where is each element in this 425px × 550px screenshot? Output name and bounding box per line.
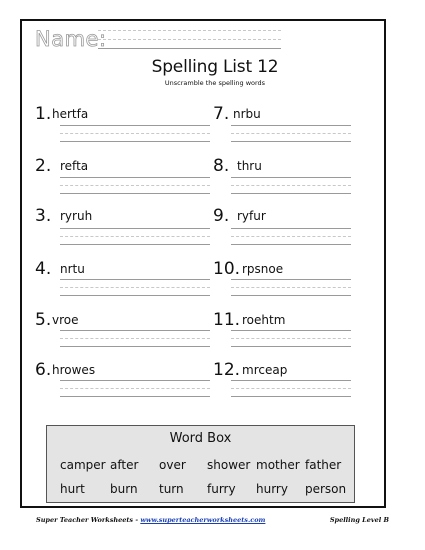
answer-line-top[interactable] [231,330,351,331]
answer-line-top[interactable] [60,125,210,126]
answer-line-middle [60,133,210,134]
spelling-item-8 [213,156,363,196]
page-subtitle: Unscramble the spelling words [164,79,266,87]
spelling-item-7 [213,104,363,144]
scrambled-word: mrceap [242,363,288,377]
item-number: 5. [35,310,52,330]
answer-line-middle [60,388,210,389]
footer-credit [36,516,265,525]
spelling-item-12 [213,360,363,400]
word-box-word: hurry [256,482,288,496]
item-number: 9. [213,206,230,226]
scrambled-word: ryfur [237,209,266,223]
word-box-word: person [305,482,347,496]
page-title: Spelling List 12 [151,57,279,77]
answer-line-base[interactable] [60,244,210,245]
item-number: 6. [35,360,52,380]
scrambled-word: refta [60,159,89,173]
item-number: 7. [213,104,230,124]
answer-line-top[interactable] [231,228,351,229]
item-number: 11. [213,310,241,330]
spelling-item-2 [35,156,185,196]
answer-line-base[interactable] [231,141,351,142]
item-number: 3. [35,206,52,226]
answer-line-base[interactable] [60,396,210,397]
word-box-word: after [110,458,139,472]
answer-line-base[interactable] [231,295,351,296]
answer-line-middle [231,338,351,339]
answer-line-top[interactable] [231,279,351,280]
answer-line-base[interactable] [231,396,351,397]
name-write-line[interactable] [98,48,281,49]
item-number: 4. [35,259,52,279]
scrambled-word: vroe [52,313,79,327]
answer-line-top[interactable] [231,177,351,178]
answer-line-middle [60,338,210,339]
word-box-word: over [159,458,186,472]
scrambled-word: roehtm [242,313,286,327]
word-box-word: furry [207,482,236,496]
answer-line-middle [231,287,351,288]
word-box-word: father [305,458,342,472]
scrambled-word: hrowes [52,363,96,377]
scrambled-word: rpsnoe [242,262,284,276]
item-number: 8. [213,156,230,176]
answer-line-middle [60,287,210,288]
word-box-word: shower [207,458,251,472]
answer-line-top[interactable] [60,228,210,229]
item-number: 2. [35,156,52,176]
name-guide-line-middle [98,39,281,40]
answer-line-top[interactable] [231,125,351,126]
answer-line-base[interactable] [231,244,351,245]
scrambled-word: thru [237,159,262,173]
word-box-word: camper [60,458,106,472]
word-box-word: hurt [60,482,85,496]
spelling-item-4 [35,259,185,299]
scrambled-word: nrbu [233,107,261,121]
answer-line-base[interactable] [231,346,351,347]
answer-line-base[interactable] [60,141,210,142]
answer-line-middle [231,236,351,237]
spelling-item-5 [35,310,185,350]
word-box-word: mother [256,458,300,472]
answer-line-base[interactable] [231,193,351,194]
spelling-item-1 [35,104,185,144]
answer-line-middle [60,236,210,237]
scrambled-word: nrtu [60,262,85,276]
spelling-item-10 [213,259,363,299]
answer-line-top[interactable] [231,380,351,381]
footer-website-link[interactable]: www.superteacherworksheets.com [140,516,266,524]
item-number: 10. [213,259,241,279]
spelling-item-11 [213,310,363,350]
answer-line-base[interactable] [60,346,210,347]
answer-line-top[interactable] [60,177,210,178]
footer-credit-text: Super Teacher Worksheets - [36,516,141,524]
footer-level: Spelling Level B [329,516,389,524]
answer-line-base[interactable] [60,295,210,296]
item-number: 12. [213,360,241,380]
word-box [46,425,355,503]
answer-line-base[interactable] [60,193,210,194]
answer-line-middle [231,185,351,186]
answer-line-top[interactable] [60,330,210,331]
item-number: 1. [35,104,52,124]
spelling-item-3 [35,206,185,246]
name-label: Name: [35,27,107,51]
answer-line-middle [231,388,351,389]
answer-line-top[interactable] [60,380,210,381]
name-guide-line-top [98,30,281,31]
answer-line-middle [60,185,210,186]
answer-line-middle [231,133,351,134]
spelling-item-9 [213,206,363,246]
word-box-word: turn [159,482,184,496]
word-box-word: burn [110,482,138,496]
scrambled-word: ryruh [60,209,93,223]
word-box-title: Word Box [169,431,232,446]
spelling-item-6 [35,360,185,400]
scrambled-word: hertfa [52,107,89,121]
answer-line-top[interactable] [60,279,210,280]
